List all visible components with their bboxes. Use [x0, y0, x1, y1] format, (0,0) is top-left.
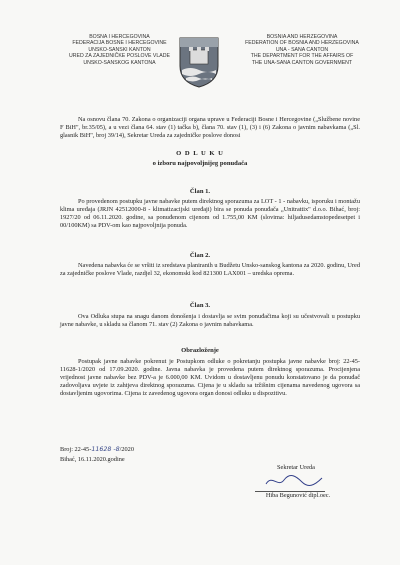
coat-of-arms-icon — [178, 36, 220, 88]
header-right — [232, 34, 372, 66]
header-right-line: BOSNIA AND HERZEGOVINA — [266, 34, 338, 40]
header-right-line: THE UNA-SANA CANTON GOVERNMENT — [251, 59, 353, 66]
number-label: Broj: 22-45- — [60, 446, 92, 453]
number-handwritten: 11628 -8 — [91, 446, 120, 453]
header-left-line: FEDERACIJA BOSNE I HERCEGOVINE — [72, 40, 167, 47]
number-year: /2020 — [119, 446, 134, 453]
signature-icon — [262, 472, 326, 490]
signatory-title: Sekretar Ureda — [277, 464, 315, 471]
signatory-name: Hiba Begunović dipl.oec. — [265, 492, 331, 499]
header-right-line: UNA - SANA CANTON — [275, 46, 329, 53]
clan3-title: Član 3. — [189, 302, 211, 309]
document-subtitle: o izboru najpovoljnijeg ponuđača — [152, 160, 248, 167]
header-left-line: UNSKO-SANSKOG KANTONA — [83, 59, 156, 66]
header-left — [52, 34, 187, 66]
header-left-line: UNSKO-SANSKI KANTON — [88, 46, 151, 53]
obrazlozenje-text: Postupak javne nabavke pokrenut je Postupkom odluke o pokretanju postupka javne nabavke broj: 22-45-11628-1/2020 od 17.09.2020. godine. Javna nabavka je provedena putem direktnog sporazuma. Procijenjena vrijednost javne nabavke bez PDV-a je 6.000,00 KM. Uvidom u dostavljenu ponudu konstatovano je da ponuđač zadovoljava uvjete iz zahtjeva direktnog sporazuma. Cijena je u skladu sa tržišnim cijenama navedenog ugovora sa dostavljenim ugovorima. Cijena iz zavedenog ugovora organ donosi odluku u dispozitivu. — [60, 358, 360, 398]
clan1-text: Po provedenom postupku javne nabavke putem direktnog sporazuma za LOT - 1 - nabavku, isporuku i montažu klima uređaja (JRJN 42512000-8 - klimatizacijski uređaji) bira se ponuda ponuđača „Unitrattix" d.o.o. Bihać, broj: 1927/20 od 06.11.2020. godine, sa ponuđenom cijenom od 1.755,00 KM (slovima: hiljadusedamstopedesetpet i 00/100KM) sa PDV-om kao najpovoljnija ponuda. — [60, 198, 360, 230]
document-date: Bihać, 16.11.2020.godine — [60, 456, 125, 463]
clan3-text: Ova Odluka stupa na snagu danom donošenja i dostavlja se svim ponuđačima koji su učestvovali u postupku javne nabavke, u skladu sa članom 71. stav (2) Zakona o javnim nabavkama. — [60, 313, 360, 329]
intro-paragraph: Na osnovu člana 70. Zakona o organizaciji organa uprave u Federaciji Bosne i Hercegovine („Službene novine F BiH", br.35/05), a u vezi člana 64. stav (1) tačka b), člana 70. stav (1), (3) i (6) Zakona o javnim nabavkama („Sl. glasnik BiH", broj 39/14), Sekretar Ureda za zajedničke poslove donosi — [60, 116, 360, 140]
clan2-text: Navedena nabavka će se vršiti iz sredstava planiranih u Budžetu Unsko-sanskog kantona za 2020. godinu, Ured za zajedničke poslove Vlade, razdjel 32, ekonomski kod 821300 LAX001 – uredska oprema. — [60, 262, 360, 278]
clan2-title: Član 2. — [189, 252, 211, 259]
clan1-title: Član 1. — [189, 188, 211, 195]
document-number — [60, 446, 134, 454]
header-right-line: FEDERATION OF BOSNIA AND HERZEGOVINA — [245, 40, 359, 47]
header-left-line: BOSNA I HERCEGOVINA — [89, 34, 150, 40]
document-title: O D L U K U — [176, 150, 224, 157]
obrazlozenje-title: Obrazloženje — [181, 347, 219, 354]
header-right-line: THE DEPARTMENT FOR THE AFFAIRS OF — [250, 53, 354, 60]
header-left-line: URED ZA ZAJEDNIČKE POSLOVE VLADE — [69, 53, 170, 60]
